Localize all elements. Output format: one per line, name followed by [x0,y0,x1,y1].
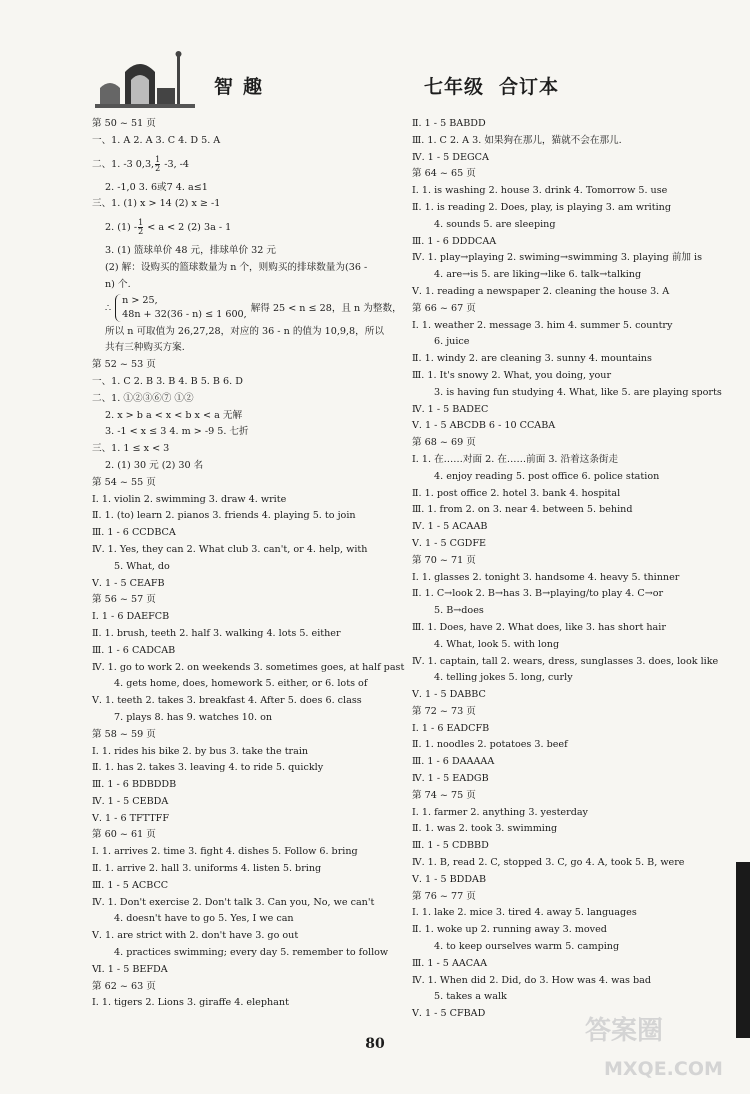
answer-line: Ⅰ. 1. lake 2. mice 3. tired 4. away 5. languages [412,907,637,919]
answer-line-fraction [92,150,412,180]
answer-column-left [92,116,412,1012]
answer-line: Ⅴ. 1 - 5 ABCDB 6 - 10 CCABA [412,420,556,432]
answer-line: n) 个. [105,278,131,290]
answer-text: 2. (1) - [105,222,138,234]
answer-text: 二、1. -3 0,3, [92,158,155,170]
answer-line: Ⅳ. 1 - 5 BADEC [412,403,489,415]
answer-line: Ⅰ. 1. tigers 2. Lions 3. giraffe 4. elephant [92,997,289,1009]
answer-column-right [412,116,732,1023]
answer-line: Ⅳ. 1. When did 2. Did, do 3. How was 4. was bad [412,974,652,986]
answer-line: Ⅲ. 1 - 6 BDBDDB [92,779,177,791]
fraction-numerator: 1 [138,218,144,228]
answer-line: Ⅰ. 1 - 6 EADCFB [412,722,490,734]
inequality-system [115,294,247,322]
answer-line: Ⅱ. 1. brush, teeth 2. half 3. walking 4. lots 5. either [92,627,341,639]
answer-line: Ⅱ. 1. was 2. took 3. swimming [412,823,558,835]
answer-text: < a < 2 (2) 3a - 1 [144,222,232,234]
answer-line: Ⅴ. 1 - 6 TFTTFF [92,812,169,824]
page-header [0,0,750,112]
section-heading: 第 54 ~ 55 页 [92,476,156,488]
answer-line: 4. doesn't have to go 5. Yes, I we can [114,913,294,925]
answer-line: Ⅱ. 1. arrive 2. hall 3. uniforms 4. listen 5. bring [92,863,322,875]
answer-line: Ⅲ. 1. from 2. on 3. near 4. between 5. behind [412,504,633,516]
answer-line: Ⅱ. 1. woke up 2. running away 3. moved [412,924,607,936]
castle-logo-icon [95,48,195,108]
answer-line: 三、1. 1 ≤ x < 3 [92,443,170,455]
section-heading: 第 50 ~ 51 页 [92,118,156,129]
answer-line: Ⅱ. 1. has 2. takes 3. leaving 4. to ride 5. quickly [92,762,324,774]
watermark-url: MXQE.COM [604,1058,723,1080]
fraction [138,219,143,236]
section-heading: 第 52 ~ 53 页 [92,359,156,371]
section-heading: 第 74 ~ 75 页 [412,789,476,801]
answer-line: 一、1. A 2. A 3. C 4. D 5. A [92,134,221,146]
answer-line: 4. telling jokes 5. long, curly [434,672,573,684]
answer-line: 三、1. (1) x > 14 (2) x ≥ -1 [92,198,221,210]
answer-line: 所以 n 可取值为 26,27,28，对应的 36 - n 的值为 10,9,8，所以 [105,325,384,337]
answer-line: Ⅴ. 1. teeth 2. takes 3. breakfast 4. After 5. does 6. class [92,695,362,707]
header-title-char1: 智 [214,76,235,98]
header-title-char2: 趣 [243,76,264,98]
fraction-denominator: 2 [155,163,161,173]
section-heading: 第 62 ~ 63 页 [92,980,156,992]
answer-line: 2. -1,0 3. 6或7 4. a≤1 [105,181,208,193]
answer-line-fraction [92,213,412,243]
answer-line: Ⅴ. 1 - 5 BDDAB [412,873,487,885]
section-heading: 第 60 ~ 61 页 [92,829,156,841]
answer-text: -3, -4 [161,158,190,170]
section-heading: 第 70 ~ 71 页 [412,554,476,566]
answer-line: Ⅳ. 1 - 5 DEGCA [412,151,489,163]
answer-line: Ⅲ. 1. Does, have 2. What does, like 3. has short hair [412,621,666,633]
answer-line: Ⅱ. 1. (to) learn 2. pianos 3. friends 4. playing 5. to join [92,510,356,522]
fraction-denominator: 2 [138,227,144,237]
header-edition: 合订本 [499,76,560,98]
edge-tab [736,862,750,1038]
answer-line: Ⅴ. 1 - 5 CEAFB [92,577,165,589]
answer-line: Ⅰ. 1. arrives 2. time 3. fight 4. dishes 5. Follow 6. bring [92,846,358,858]
answer-line: 5. What, do [114,560,170,572]
answer-line-system [92,294,412,324]
answer-line: 7. plays 8. has 9. watches 10. on [114,711,273,723]
answer-line: Ⅳ. 1 - 5 EADGB [412,773,489,785]
answer-line: Ⅲ. 1 - 6 CCDBCA [92,527,176,539]
answer-line: Ⅲ. 1 - 6 DDDCAA [412,235,497,247]
answer-line: Ⅰ. 1. rides his bike 2. by bus 3. take the train [92,745,309,757]
answer-line: 5. B→does [434,605,484,617]
answer-line: 4. gets home, does, homework 5. either, or 6. lots of [114,678,368,690]
answer-line: Ⅳ. 1. play→playing 2. swiming→swimming 3. playing 前加 is [412,252,703,264]
answer-line: Ⅴ. 1 - 5 CGDFE [412,537,486,549]
answer-line: Ⅱ. 1. is reading 2. Does, play, is playing 3. am writing [412,201,671,213]
answer-line: 一、1. C 2. B 3. B 4. B 5. B 6. D [92,375,243,387]
answer-line: 4. are→is 5. are liking→like 6. talk→talking [434,269,642,281]
answer-line: Ⅳ. 1. B, read 2. C, stopped 3. C, go 4. A, took 5. B, were [412,857,685,869]
answer-line: (2) 解：设购买的篮球数量为 n 个，则购买的排球数量为(36 - [105,261,368,273]
watermark-logo: 答案圈 [585,1016,664,1046]
answer-line: Ⅴ. 1. reading a newspaper 2. cleaning the house 3. A [412,285,670,297]
answer-line: Ⅵ. 1 - 5 BEFDA [92,963,168,975]
page-number: 80 [365,1036,385,1052]
answer-line: Ⅰ. 1. weather 2. message 3. him 4. summer 5. country [412,319,673,331]
answer-line: 2. (1) 30 元 (2) 30 名 [105,459,204,471]
answer-line: Ⅰ. 1. 在……对面 2. 在……前面 3. 沿着这条街走 [412,453,619,465]
answer-line: Ⅰ. 1. glasses 2. tonight 3. handsome 4. heavy 5. thinner [412,571,680,583]
section-heading: 第 56 ~ 57 页 [92,594,156,606]
section-heading: 第 64 ~ 65 页 [412,168,476,180]
answer-line: Ⅲ. 1 - 5 CDBBD [412,840,489,852]
section-heading: 第 68 ~ 69 页 [412,437,476,449]
answer-line: Ⅳ. 1. Yes, they can 2. What club 3. can't, or 4. help, with [92,543,368,555]
answer-line: Ⅰ. 1. is washing 2. house 3. drink 4. Tomorrow 5. use [412,185,668,197]
answer-line: Ⅲ. 1. It's snowy 2. What, you doing, your [412,369,612,381]
section-heading: 第 58 ~ 59 页 [92,728,156,740]
section-heading: 第 72 ~ 73 页 [412,705,476,717]
answer-line: Ⅴ. 1 - 5 DABBC [412,689,486,701]
section-heading: 第 66 ~ 67 页 [412,302,476,314]
answer-line: 6. juice [434,336,470,348]
answer-line: 4. to keep ourselves warm 5. camping [434,941,620,953]
answer-line: 4. practices swimming; every day 5. remember to follow [114,947,389,959]
answer-line: Ⅲ. 1. C 2. A 3. 如果狗在那儿，猫就不会在那儿. [412,134,622,146]
answer-line: Ⅲ. 1 - 5 AACAA [412,957,488,969]
answer-line: Ⅳ. 1 - 5 ACAAB [412,521,488,533]
answer-line: Ⅲ. 1 - 6 DAAAAA [412,756,495,768]
inequality-top: n > 25, [122,295,158,307]
answer-line: Ⅲ. 1 - 5 ACBCC [92,879,169,891]
answer-line: 4. What, look 5. with long [434,638,560,650]
answer-line: Ⅳ. 1. go to work 2. on weekends 3. sometimes goes, at half past [92,661,405,673]
answer-line: Ⅴ. 1 - 5 CFBAD [412,1008,486,1020]
answer-line: Ⅳ. 1 - 5 CEBDA [92,795,169,807]
answer-line: 2. x > b a < x < b x < a 无解 [105,409,243,421]
answer-line: Ⅱ. 1. noodles 2. potatoes 3. beef [412,739,568,751]
answer-text: 解得 25 < n ≤ 28，且 n 为整数， [250,302,402,314]
fraction [155,156,160,173]
answer-line: 二、1. ①②③⑥⑦ ①② [92,392,194,404]
answer-line: Ⅰ. 1 - 6 DAEFCB [92,611,170,623]
answer-line: 4. enjoy reading 5. post office 6. police station [434,470,660,482]
therefore-symbol: ∴ [105,302,112,314]
answer-line: Ⅲ. 1 - 6 CADCAB [92,644,176,656]
section-heading: 第 76 ~ 77 页 [412,890,476,902]
answer-line: 共有三种购买方案. [105,342,185,354]
answer-line: 4. sounds 5. are sleeping [434,218,556,230]
answer-line: 5. takes a walk [434,991,507,1003]
answer-line: Ⅳ. 1. captain, tall 2. wears, dress, sunglasses 3. does, look like [412,655,719,667]
answer-line: Ⅳ. 1. Don't exercise 2. Don't talk 3. Can you, No, we can't [92,896,375,908]
answer-line: Ⅰ. 1. farmer 2. anything 3. yesterday [412,806,588,818]
answer-line: Ⅱ. 1 - 5 BABDD [412,118,486,129]
answer-line: Ⅱ. 1. C→look 2. B→has 3. B→playing/to play 4. C→or [412,588,664,600]
fraction-numerator: 1 [155,154,161,164]
answer-line: Ⅰ. 1. violin 2. swimming 3. draw 4. write [92,493,287,505]
header-grade: 七年级 [424,76,485,98]
answer-line: Ⅱ. 1. windy 2. are cleaning 3. sunny 4. mountains [412,353,652,365]
inequality-bottom: 48n + 32(36 - n) ≤ 1 600, [122,309,247,321]
answer-line: 3. (1) 篮球单价 48 元，排球单价 32 元 [105,245,276,257]
answer-line: 3. -1 < x ≤ 3 4. m > -9 5. 七折 [105,426,249,438]
answer-line: Ⅱ. 1. post office 2. hotel 3. bank 4. hospital [412,487,621,499]
answer-line: 3. is having fun studying 4. What, like 5. are playing sports [434,386,722,398]
answer-line: Ⅴ. 1. are strict with 2. don't have 3. go out [92,930,299,942]
